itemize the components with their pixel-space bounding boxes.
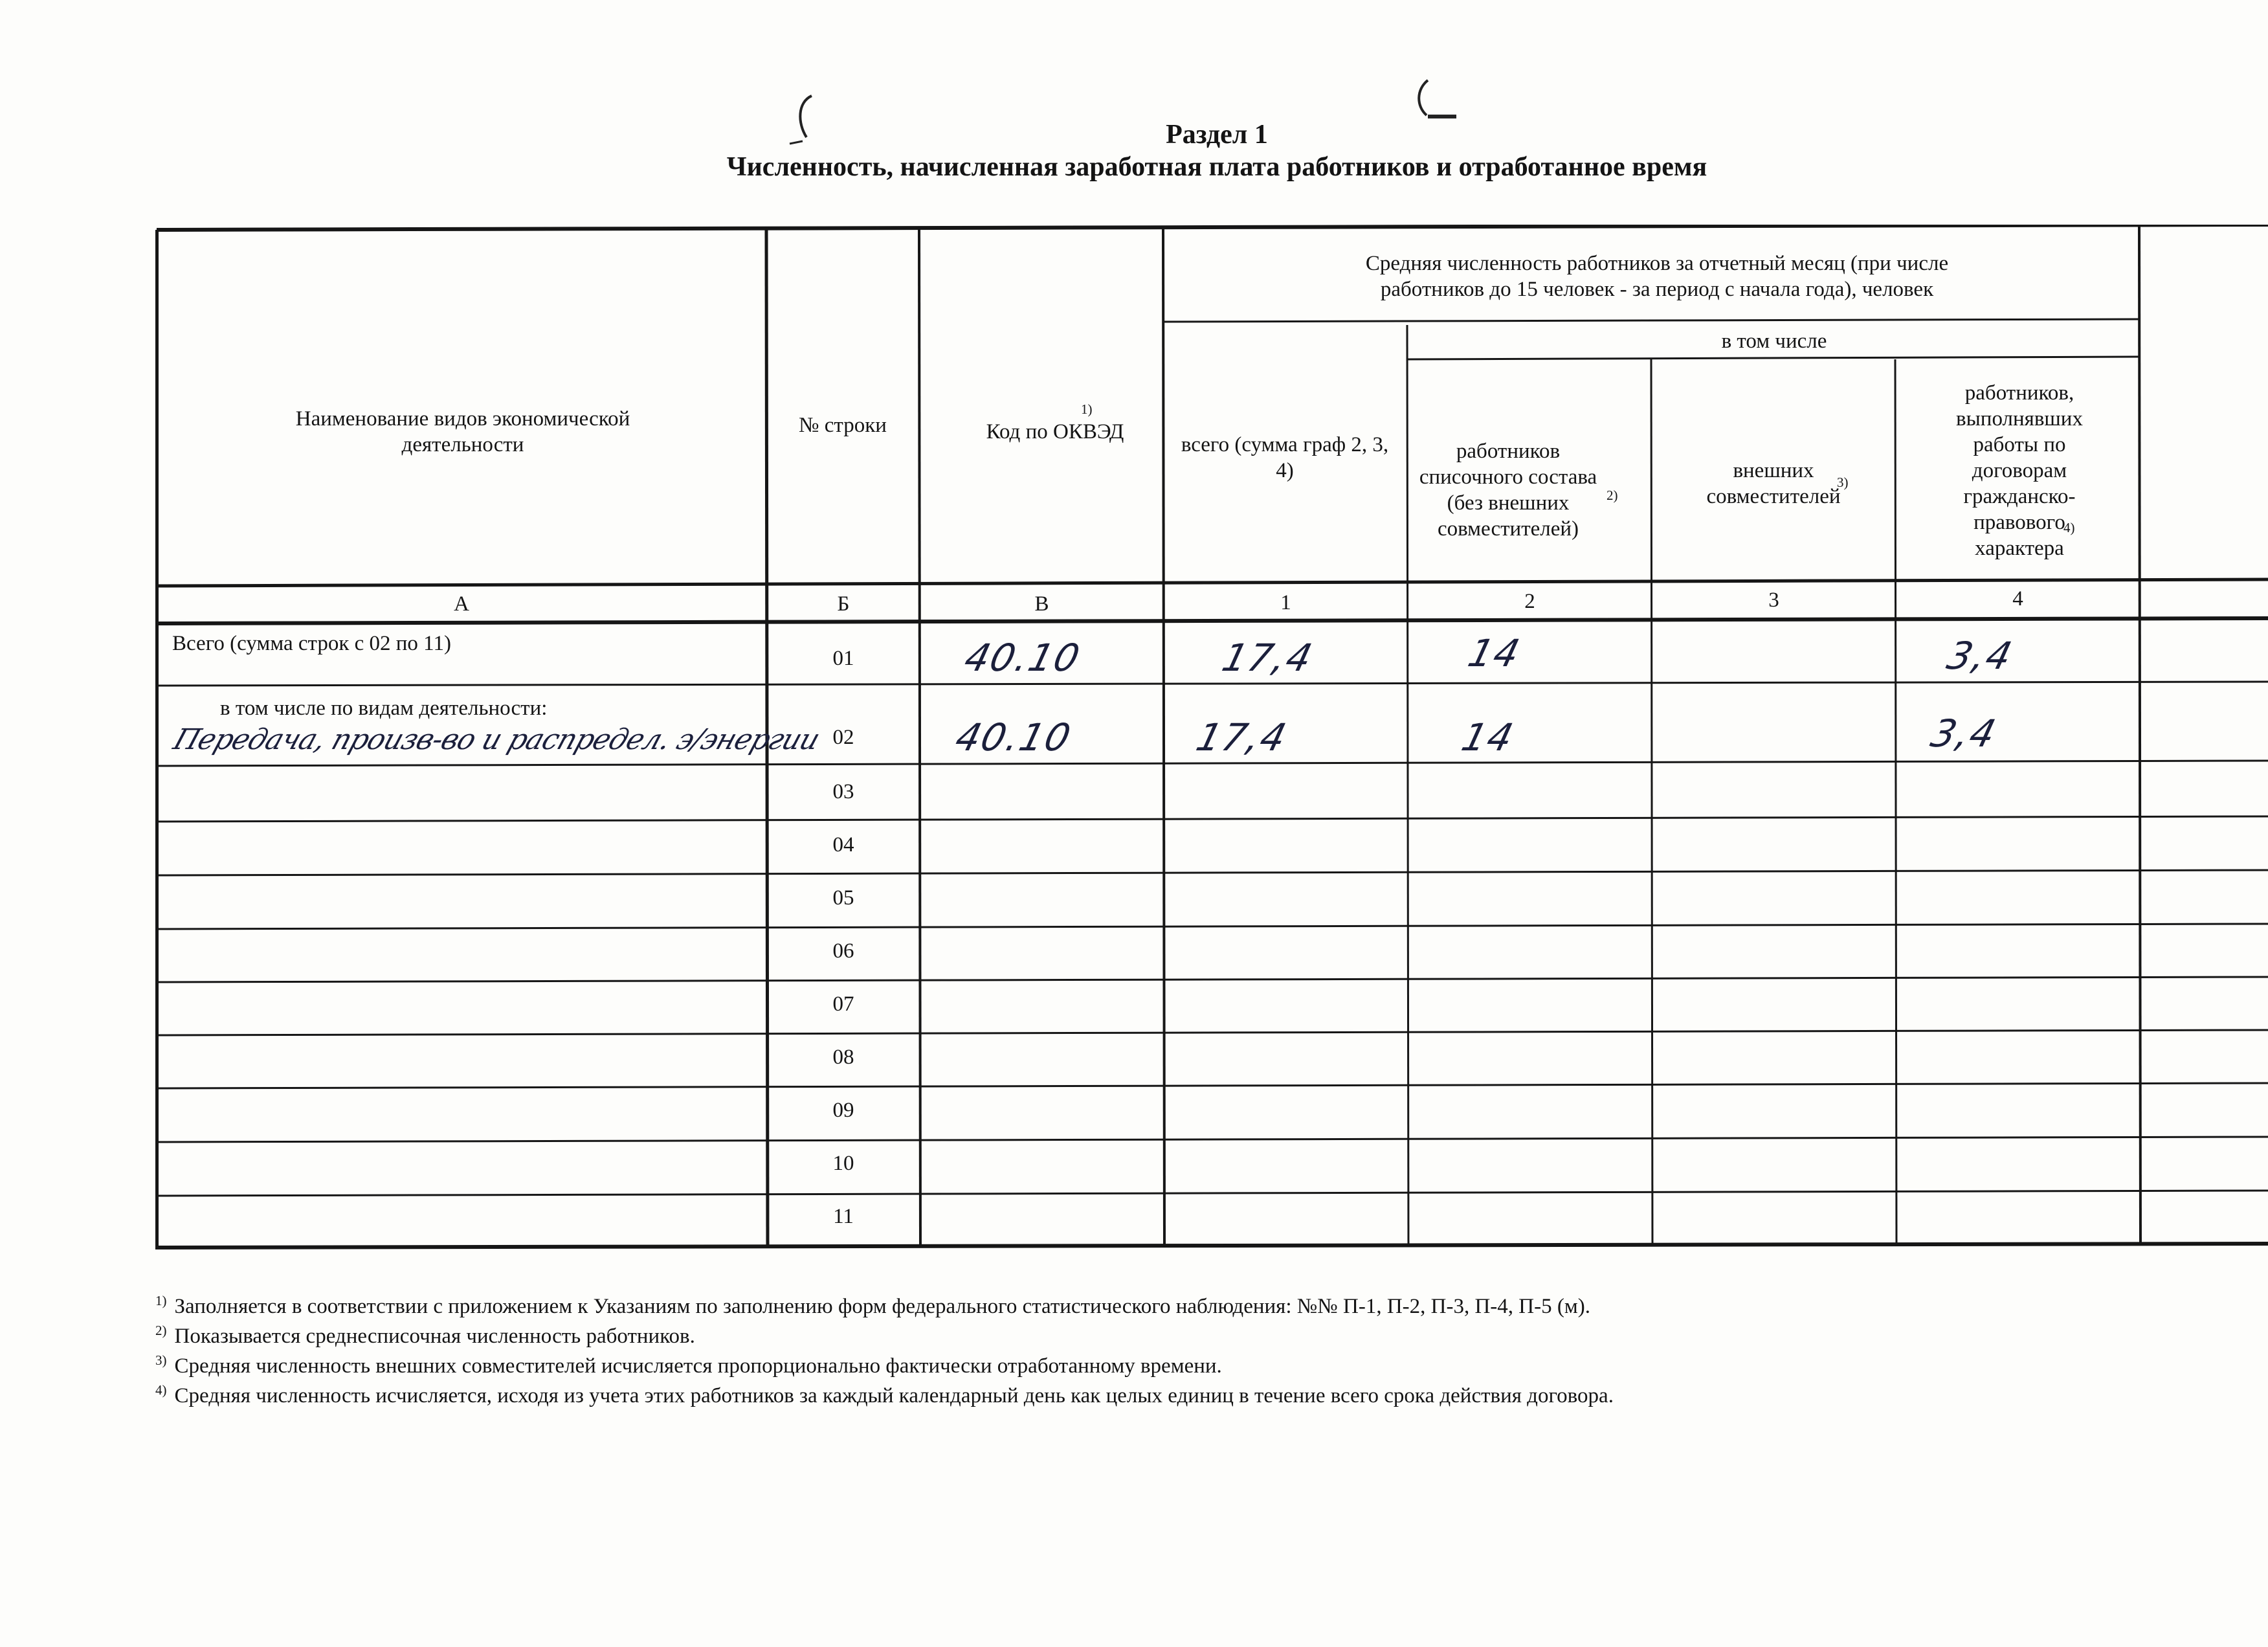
section-title: Численность, начисленная заработная плата работников и отработанное время [726, 152, 1707, 182]
column-code-v: В [1034, 592, 1049, 616]
row-01-okved[interactable]: 40.10 [960, 636, 1085, 680]
section-number: Раздел 1 [1166, 120, 1268, 150]
column-code-1: 1 [1280, 591, 1291, 614]
header-activity-name: Наименование видов экономической деятельности [295, 407, 630, 456]
row-number: 05 [832, 886, 854, 910]
header-contract-workers: работников, выполнявших работы по договорам гражданско-правового характера [1956, 381, 2083, 560]
header-payroll-staff: работников списочного состава (без внешних совместителей) [1419, 440, 1597, 541]
header-okved [984, 367, 1126, 497]
footnote-item: $^{3)}$ Средняя численность внешних совместителей исчисляется пропорционально фактически отработанному времени. [155, 1352, 1222, 1378]
row-01-name: Всего (сумма строк с 02 по 11) [172, 632, 451, 655]
row-number: 01 [832, 647, 854, 670]
row-number: 10 [832, 1152, 854, 1175]
footnote-item: $^{4)}$ Средняя численность исчисляется, исходя из учета этих работников за каждый календарный день как целых единиц в течение всего срока действия договора. [155, 1382, 1614, 1407]
column-code-2: 2 [1524, 590, 1535, 613]
column-code-4: 4 [2012, 587, 2023, 611]
header-external-parttime: внешних совместителей [1706, 459, 1841, 508]
row-number: 11 [833, 1205, 854, 1228]
header-total: всего (сумма граф 2, 3, 4) [1181, 433, 1389, 482]
row-01-total[interactable]: 17,4 [1217, 636, 1318, 680]
header-including: в том числе [1721, 330, 1827, 353]
row-02-contract[interactable]: 3,4 [1926, 711, 2001, 756]
row-02-name[interactable]: Передача, произв-во и распредел. э/энергии [169, 723, 824, 756]
header-okved-label: Код по ОКВЭД [986, 420, 1124, 443]
row-number: 02 [832, 726, 854, 749]
row-02-name-prefix: в том числе по видам деятельности: [220, 697, 548, 720]
row-number: 04 [832, 833, 854, 857]
pen-mark-right [1411, 76, 1463, 128]
row-02-okved[interactable]: 40.10 [951, 715, 1076, 759]
footnote-item: $^{2)}$ Показывается среднесписочная численность работников. [155, 1323, 695, 1348]
column-code-3: 3 [1768, 588, 1779, 612]
header-avg-headcount: Средняя численность работников за отчетный месяц (при числе работников до 15 человек - за период с начала года), человек [1365, 252, 1949, 301]
row-01-payroll[interactable]: 14 [1463, 631, 1526, 675]
row-number: 03 [832, 780, 854, 803]
row-02-total[interactable]: 17,4 [1192, 715, 1292, 759]
column-code-b: Б [837, 592, 850, 616]
row-number: 08 [832, 1046, 854, 1069]
row-number: 09 [832, 1099, 854, 1122]
footnote-item: $^{1)}$ Заполняется в соответствии с приложением к Указаниям по заполнению форм федерального статистического наблюдения: №№ П-1, П-2, П-3, П-4, П-5 (м). [155, 1293, 1590, 1318]
row-number: 07 [832, 992, 854, 1016]
column-code-a: А [454, 592, 469, 616]
row-02-payroll[interactable]: 14 [1457, 715, 1519, 759]
report-table: Наименование видов экономической деятельности № строки Код по ОКВЭД 1) Средняя численность работников за отчетный месяц (при числе работников до 15 человек - за период с начала года), человек всего (сумма граф 2, 3, 4) в том числе работников списочного состава (без внешних совместителей) 2) внешних совместителей 3) работников, выполнявших работы по договорам гражданско-правового характера 4) А Б В 1 2 3 4 Всего (сумма строк с 02 по 11) 01 40.10 17,4 14 3,4 в том числе по видам деятельности: Передача, произв-во и распредел. э/энергии 02 40.10 17,4 14 3,4 03 04 05 06 07 08 09 10 11 [155, 225, 2268, 1249]
header-row-number: № строки [799, 414, 887, 437]
pen-mark-left [783, 91, 822, 149]
row-number: 06 [832, 939, 854, 963]
footnotes [155, 1292, 2162, 1411]
row-01-contract[interactable]: 3,4 [1942, 634, 2018, 678]
